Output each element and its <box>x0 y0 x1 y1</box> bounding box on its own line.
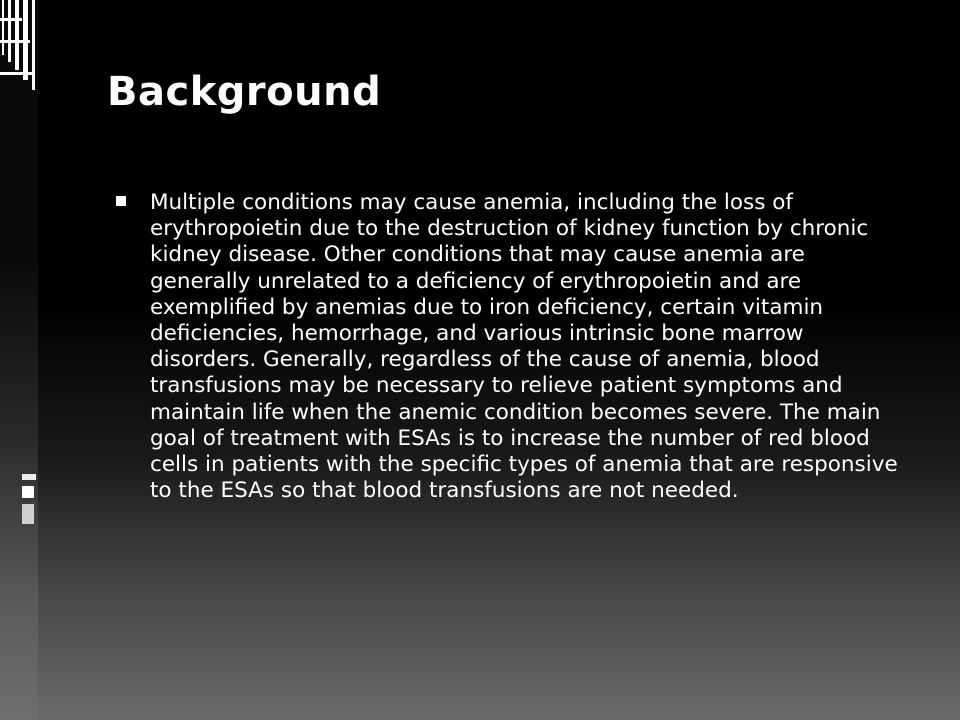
block-marker-icon <box>22 474 36 534</box>
marker-block <box>22 474 36 480</box>
crossbar-line <box>0 40 30 43</box>
crossbar-line <box>0 72 34 75</box>
bullet-list <box>108 190 908 504</box>
slide-title: Background <box>107 69 382 115</box>
marker-block <box>22 504 34 524</box>
square-bullet-icon <box>116 196 126 206</box>
stripe-crossbar-icon <box>0 0 38 120</box>
bullet-text: Multiple conditions may cause anemia, including the loss of erythropoietin due to the destruction of kidney function by chronic kidney disease. Other conditions that may cause anemia are generally unrelated to a deficiency of erythropoietin and are exemplified by anemias due to iron deficiency, certain vitamin deficiencies, hemorrhage, and various intrinsic bone marrow disorders. Generally, regardless of the cause of anemia, blood transfusions may be necessary to relieve patient symptoms and maintain life when the anemic condition becomes severe. The main goal of treatment with ESAs is to increase the number of red blood cells in patients with the specific types of anemia that are responsive to the ESAs so that blood transfusions are not needed. <box>150 190 898 504</box>
crossbar-line <box>0 18 22 21</box>
bullet-item <box>108 190 908 504</box>
marker-block <box>22 486 34 498</box>
